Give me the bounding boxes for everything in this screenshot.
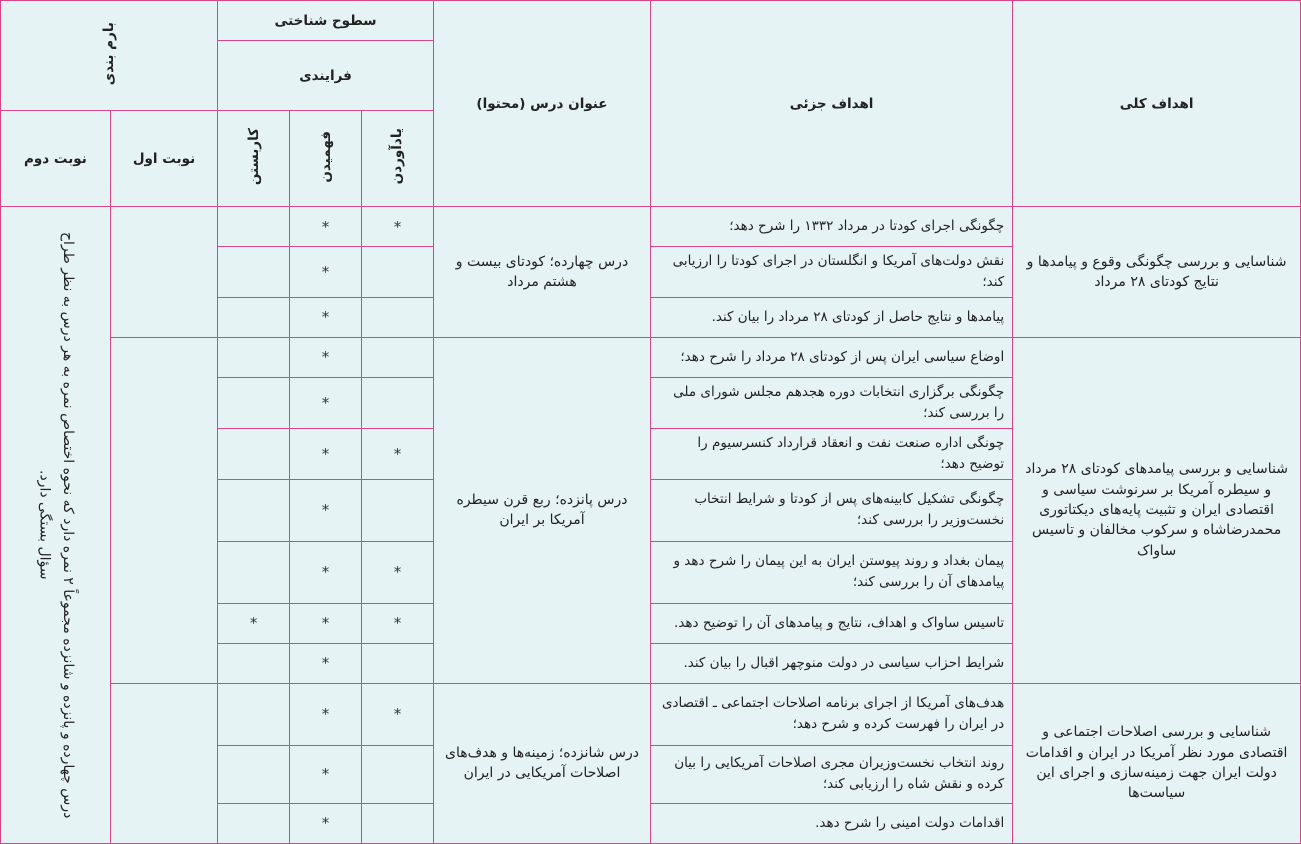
apply-mark [218, 479, 290, 541]
understand-mark: * [290, 297, 362, 337]
table-row [1, 337, 1301, 377]
first-term-cell [110, 683, 217, 843]
apply-mark [218, 337, 290, 377]
understand-mark: * [290, 683, 362, 745]
remember-mark [362, 247, 434, 298]
partial-goals-header: اهداف جزئی [651, 1, 1013, 207]
objective-cell: چونگی اداره صنعت نفت و انعقاد قرارداد کنسرسیوم را توضیح دهد؛ [651, 428, 1013, 479]
apply-mark [218, 247, 290, 298]
apply-mark [218, 428, 290, 479]
general-goal-cell: شناسایی و بررسی اصلاحات اجتماعی و اقتصادی مورد نظر آمریکا در ایران و اقدامات دولت ایران جهت زمینه‌سازی و اجرای این سیاست‌ها [1013, 683, 1301, 843]
remember-mark: * [362, 541, 434, 603]
remember-mark [362, 745, 434, 803]
understand-mark: * [290, 603, 362, 643]
understand-mark: * [290, 541, 362, 603]
lesson-title-cell: درس چهارده؛ کودتای بیست و هشتم مرداد [433, 207, 650, 338]
table-row [1, 207, 1301, 247]
objective-cell: پیامدها و نتایج حاصل از کودتای ۲۸ مرداد را بیان کند. [651, 297, 1013, 337]
second-term-score-cell [1, 207, 111, 844]
remember-mark [362, 337, 434, 377]
first-term-header: نوبت اول [110, 111, 217, 207]
objective-cell: نقش دولت‌های آمریکا و انگلستان در اجرای کودتا را ارزیابی کند؛ [651, 247, 1013, 298]
remember-header-text: یادآوردن [389, 128, 406, 185]
first-term-cell [110, 207, 217, 338]
header-row-1 [1, 1, 1301, 41]
general-goals-header: اهداف کلی [1013, 1, 1301, 207]
apply-mark [218, 643, 290, 683]
objective-cell: روند انتخاب نخست‌وزیران مجری اصلاحات آمریکایی را بیان کرده و نقش شاه را ارزیابی کند؛ [651, 745, 1013, 803]
apply-mark [218, 745, 290, 803]
objective-cell: اوضاع سیاسی ایران پس از کودتای ۲۸ مرداد را شرح دهد؛ [651, 337, 1013, 377]
remember-mark: * [362, 683, 434, 745]
understand-header-text: فهمیدن [317, 130, 334, 183]
process-header: فرایندی [218, 41, 434, 111]
understand-mark: * [290, 428, 362, 479]
objective-cell: چگونگی اجرای کودتا در مرداد ۱۳۳۲ را شرح دهد؛ [651, 207, 1013, 247]
remember-mark: * [362, 603, 434, 643]
lesson-title-cell: درس پانزده؛ ربع قرن سیطره آمریکا بر ایران [433, 337, 650, 683]
objective-cell: چگونگی تشکیل کابینه‌های پس از کودتا و شرایط انتخاب نخست‌وزیر را بررسی کند؛ [651, 479, 1013, 541]
general-goal-cell: شناسایی و بررسی چگونگی وقوع و پیامدها و نتایج کودتای ۲۸ مرداد [1013, 207, 1301, 338]
understand-mark: * [290, 207, 362, 247]
lesson-title-header: عنوان درس (محتوا) [433, 1, 650, 207]
remember-mark [362, 643, 434, 683]
scoring-header [1, 1, 218, 111]
apply-mark [218, 683, 290, 745]
understand-header [290, 111, 362, 207]
understand-mark: * [290, 377, 362, 428]
understand-mark: * [290, 745, 362, 803]
remember-mark [362, 479, 434, 541]
objective-cell: هدف‌های آمریکا از اجرای برنامه اصلاحات اجتماعی ـ اقتصادی در ایران را فهرست کرده و شرح دهد؛ [651, 683, 1013, 745]
remember-mark [362, 803, 434, 843]
apply-header-text: کاربستن [245, 127, 262, 186]
remember-mark [362, 377, 434, 428]
lesson-title-cell: درس شانزده؛ زمینه‌ها و هدف‌های اصلاحات آمریکایی در ایران [433, 683, 650, 843]
apply-mark [218, 803, 290, 843]
apply-header [218, 111, 290, 207]
understand-mark: * [290, 337, 362, 377]
understand-mark: * [290, 247, 362, 298]
remember-mark: * [362, 428, 434, 479]
scoring-header-text: بارم بندی [101, 21, 118, 86]
apply-mark: * [218, 603, 290, 643]
remember-header [362, 111, 434, 207]
remember-mark [362, 297, 434, 337]
understand-mark: * [290, 643, 362, 683]
cognitive-levels-header: سطوح شناختی [218, 1, 434, 41]
second-term-header: نوبت دوم [1, 111, 111, 207]
apply-mark [218, 541, 290, 603]
understand-mark: * [290, 803, 362, 843]
objective-cell: تاسیس ساواک و اهداف، نتایج و پیامدهای آن را توضیح دهد. [651, 603, 1013, 643]
first-term-cell [110, 337, 217, 683]
objective-cell: شرایط احزاب سیاسی در دولت منوچهر اقبال را بیان کند. [651, 643, 1013, 683]
understand-mark: * [290, 479, 362, 541]
apply-mark [218, 207, 290, 247]
objective-cell: چگونگی برگزاری انتخابات دوره هجدهم مجلس شورای ملی را بررسی کند؛ [651, 377, 1013, 428]
remember-mark: * [362, 207, 434, 247]
apply-mark [218, 297, 290, 337]
objective-cell: پیمان بغداد و روند پیوستن ایران به این پیمان را شرح دهد و پیامدهای آن را بررسی کند؛ [651, 541, 1013, 603]
general-goal-cell: شناسایی و بررسی پیامدهای کودتای ۲۸ مرداد و سیطره آمریکا بر سرنوشت سیاسی و اقتصادی ایران و تثبیت پایه‌های دیکتاتوری محمدرضاشاه و سرکوب مخالفان و تاسیس ساواک [1013, 337, 1301, 683]
apply-mark [218, 377, 290, 428]
scoring-note: درس چهارده و پانزده و شانزده مجموعاً ۲ نمره دارد که نحوه اختصاص نمره به هر درس به نظر طراح سؤال بستگی دارد. [36, 231, 77, 818]
table-row [1, 683, 1301, 745]
objective-cell: اقدامات دولت امینی را شرح دهد. [651, 803, 1013, 843]
